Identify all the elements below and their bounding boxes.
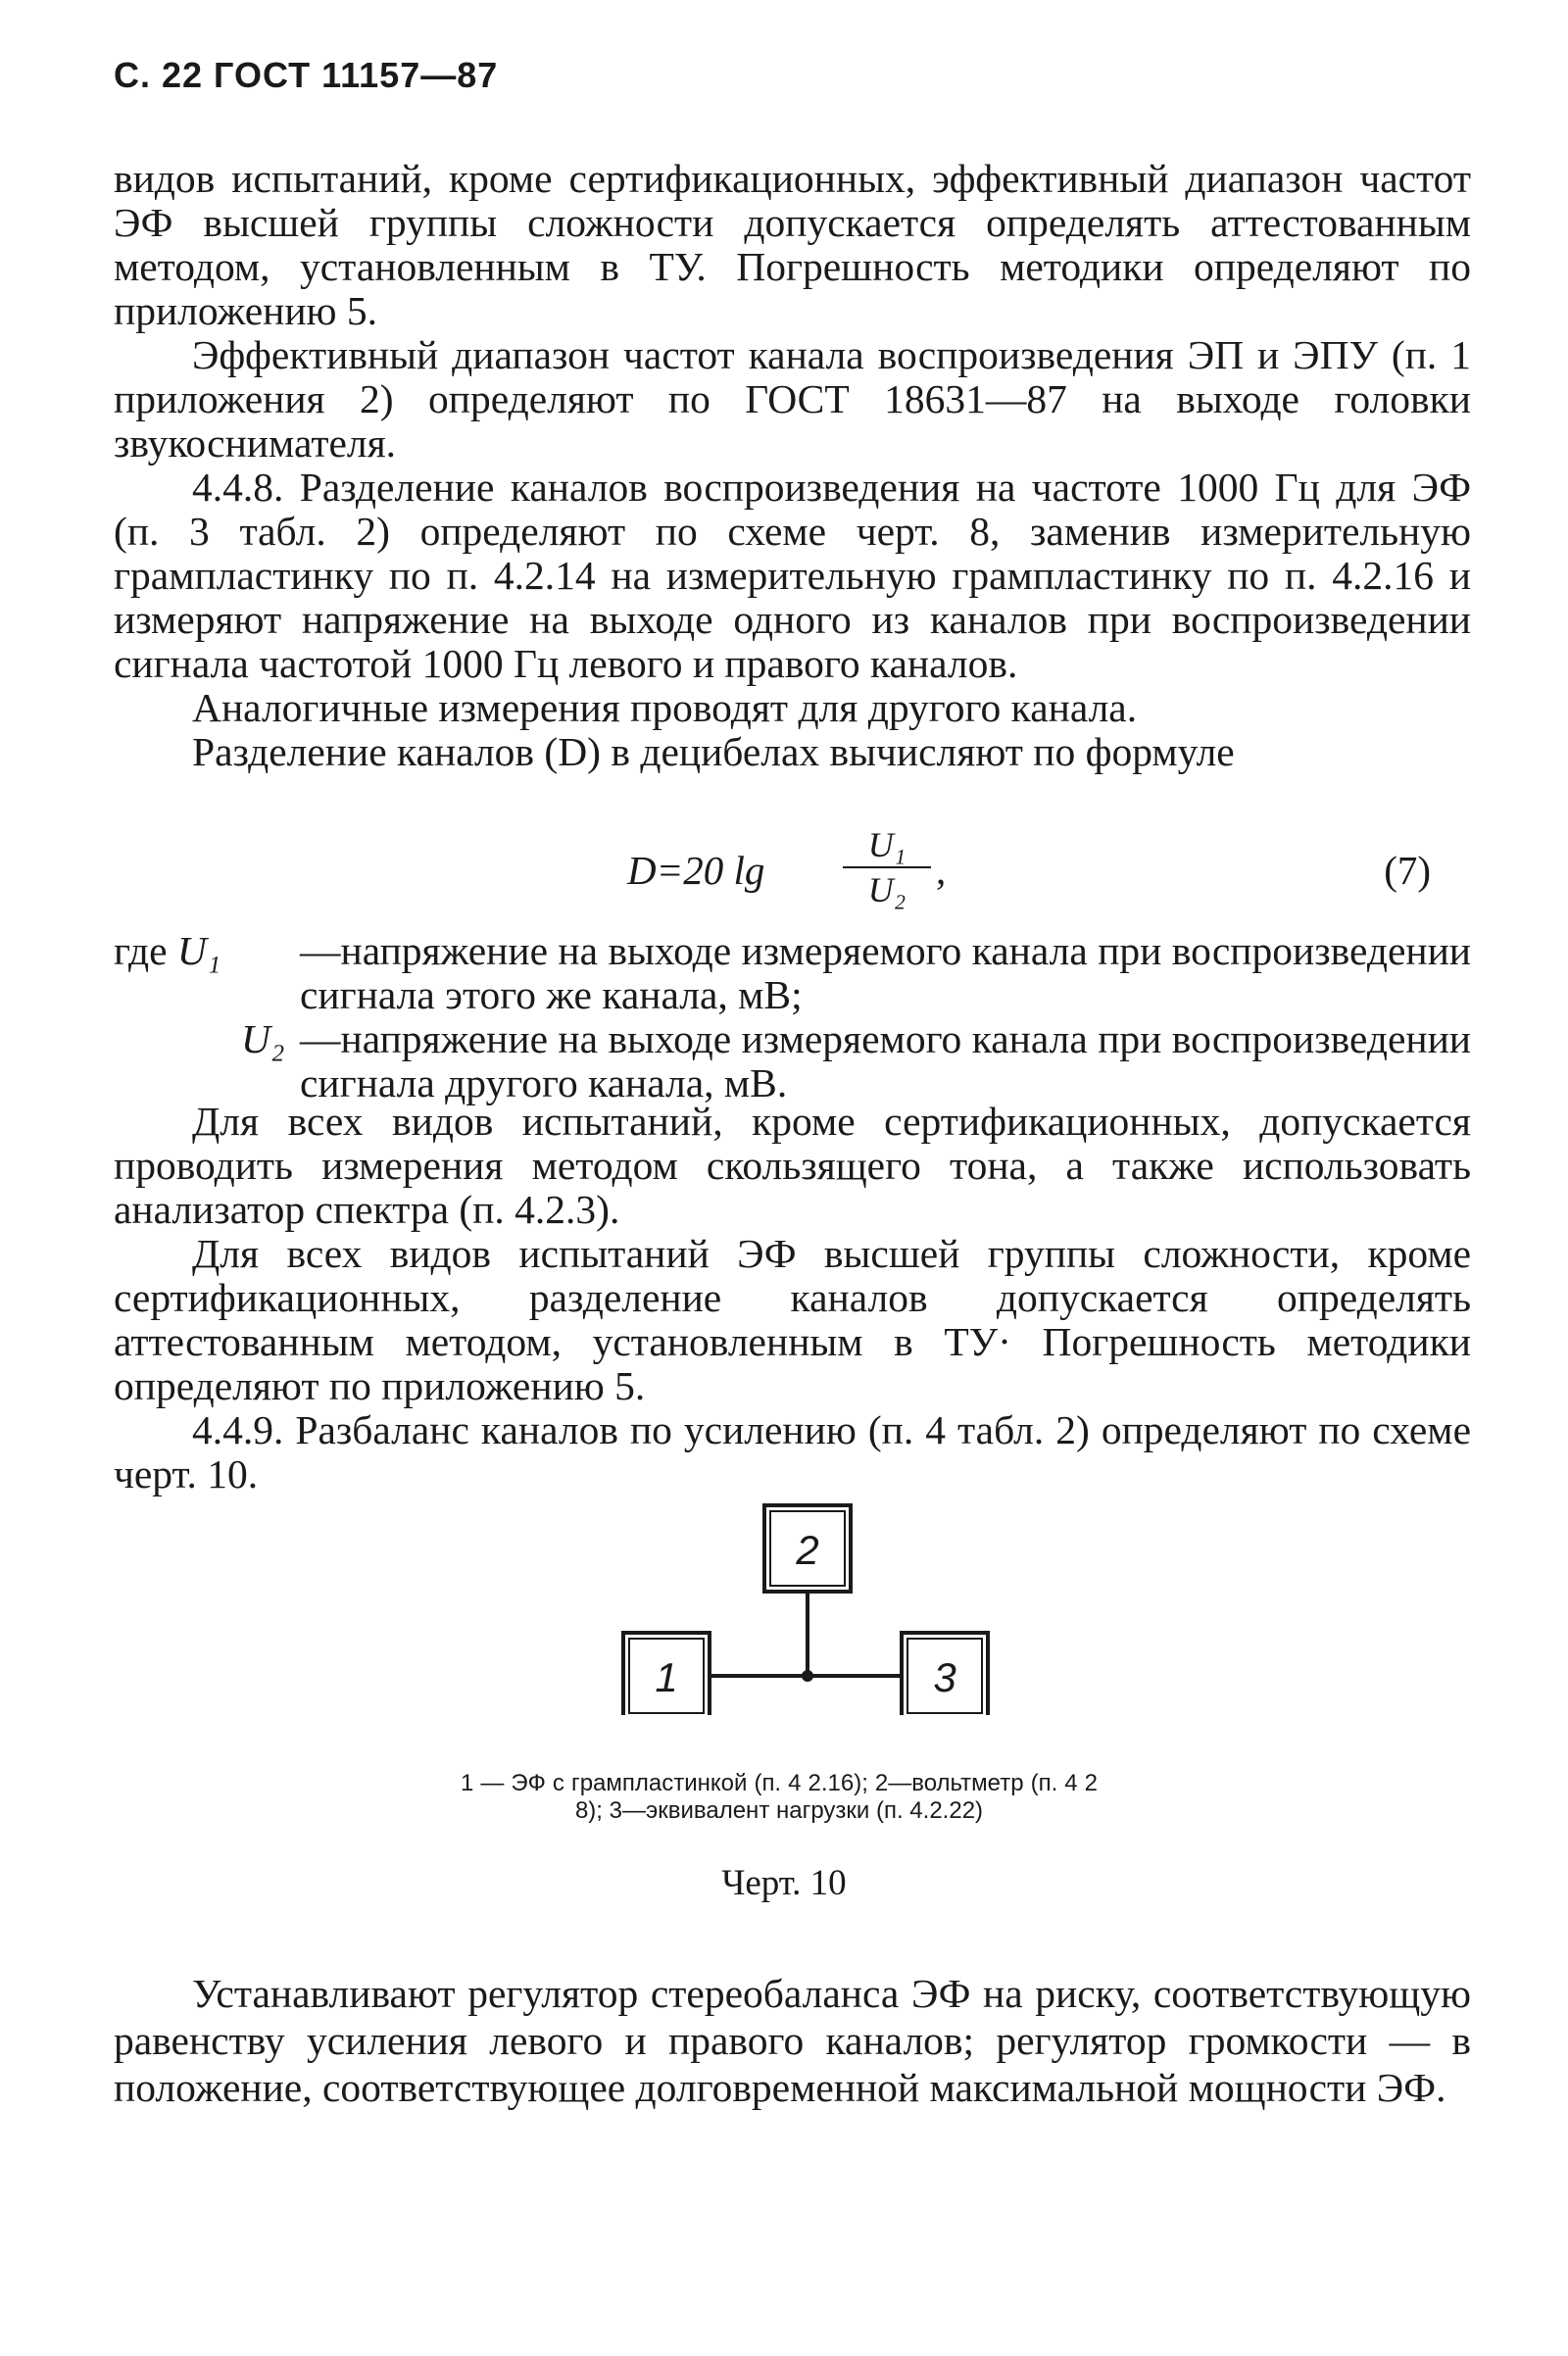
paragraph: видов испытаний, кроме сертификационных, эффективный диапазон частот ЭФ высшей группы сложности допускается определять аттестованным методом, установленным в ТУ. Погрешность методики определяют по приложению 5. bbox=[114, 156, 1471, 333]
paragraph: Для всех видов испытаний ЭФ высшей группы сложности, кроме сертификационных, разделение каналов допускается определять аттестованным методом, установленным в ТУ· Погрешность методики определяют по приложению 5. bbox=[114, 1231, 1471, 1408]
figure-title: Черт. 10 bbox=[721, 1863, 847, 1903]
box-1-label: 1 bbox=[655, 1654, 678, 1700]
where-prefix: где bbox=[114, 928, 168, 973]
formula-lhs: D=20 lg bbox=[627, 848, 765, 893]
definition-text: —напряжение на выходе измеряемого канала при воспроизведении сигнала этого же канала, мВ; bbox=[300, 928, 1471, 1017]
figure-caption: 1 — ЭФ с грампластинкой (п. 4 2.16); 2—вольтметр (п. 4 2 8); 3—эквивалент нагрузки (п. 4.2.22) bbox=[461, 1770, 1098, 1824]
variable-definitions bbox=[114, 929, 1471, 1105]
formula-numerator: U₁ bbox=[867, 825, 906, 864]
junction-dot bbox=[802, 1670, 813, 1682]
formula-fraction bbox=[843, 825, 931, 909]
paragraph: Для всех видов испытаний, кроме сертификационных, допускается проводить измерения методом скользящего тона, а также использовать анализатор спектра (п. 4.2.3). bbox=[114, 1099, 1471, 1232]
page-header: С. 22 ГОСТ 11157—87 bbox=[114, 55, 499, 95]
definition-text: —напряжение на выходе измеряемого канала при воспроизведении сигнала другого канала, мВ. bbox=[300, 1016, 1471, 1105]
text-block-top bbox=[114, 157, 1471, 774]
formula bbox=[627, 825, 1470, 913]
text-block-middle bbox=[114, 1100, 1471, 1497]
definition-symbol: U₂ bbox=[241, 1016, 285, 1061]
paragraph: Устанавливают регулятор стереобаланса ЭФ на риску, соответствующую равенству усиления левого и правого каналов; регулятор громкости — в положение, соответствующее долговременной максимальной мощности ЭФ. bbox=[114, 1971, 1471, 2110]
definition-row bbox=[114, 1017, 1471, 1105]
paragraph: 4.4.9. Разбаланс каналов по усилению (п. 4 табл. 2) определяют по схеме черт. 10. bbox=[114, 1407, 1471, 1497]
box-2-label: 2 bbox=[796, 1527, 819, 1573]
definition-symbol: U₁ bbox=[176, 928, 221, 973]
paragraph: Эффективный диапазон частот канала воспроизведения ЭП и ЭПУ (п. 1 приложения 2) определяют по ГОСТ 18631—87 на выходе головки звукоснимателя. bbox=[114, 332, 1471, 466]
formula-denominator: U₂ bbox=[867, 870, 906, 909]
definition-row bbox=[114, 929, 1471, 1017]
text-block-bottom bbox=[114, 1970, 1471, 2111]
fraction-bar bbox=[843, 866, 931, 868]
formula-number: (7) bbox=[1384, 848, 1431, 893]
box-3-label: 3 bbox=[933, 1654, 956, 1700]
block-diagram bbox=[617, 1499, 990, 1715]
paragraph: Разделение каналов (D) в децибелах вычисляют по формуле bbox=[192, 729, 1235, 774]
paragraph: 4.4.8. Разделение каналов воспроизведения на частоте 1000 Гц для ЭФ (п. 3 табл. 2) определяют по схеме черт. 8, заменив измерительную грампластинку по п. 4.2.14 на измерительную грампластинку по п. 4.2.16 и измеряют напряжение на выходе одного из каналов при воспроизведении сигнала частотой 1000 Гц левого и правого каналов. bbox=[114, 465, 1471, 686]
formula-comma: , bbox=[936, 848, 947, 893]
paragraph: Аналогичные измерения проводят для другого канала. bbox=[192, 685, 1138, 730]
